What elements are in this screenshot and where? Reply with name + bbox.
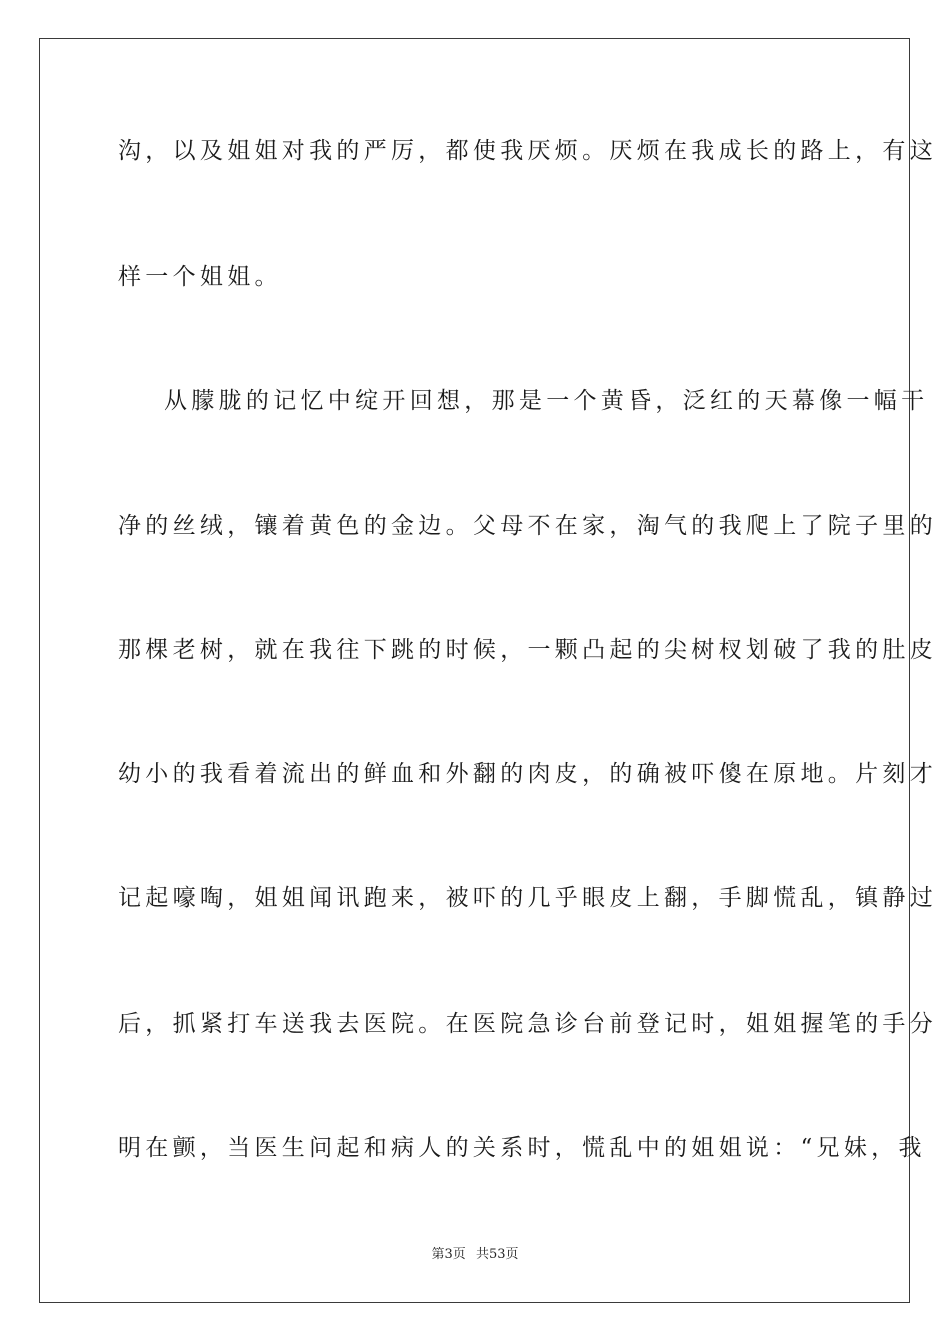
text-line: 净的丝绒，镶着黄色的金边。父母不在家，淘气的我爬上了院子里的: [118, 513, 937, 539]
text-line: 沟，以及姐姐对我的严厉，都使我厌烦。厌烦在我成长的路上，有这: [118, 138, 937, 164]
total-pages: 共53页: [475, 1247, 519, 1262]
text-line: 那棵老树，就在我往下跳的时候，一颗凸起的尖树杈划破了我的肚皮: [118, 637, 937, 663]
text-line: 记起嚎啕，姐姐闻讯跑来，被吓的几乎眼皮上翻，手脚慌乱，镇静过: [118, 885, 937, 911]
text-line: 幼小的我看着流出的鲜血和外翻的肉皮，的确被吓傻在原地。片刻才: [118, 761, 937, 787]
page-footer: [0, 1246, 950, 1264]
paragraph-first-line: 从朦胧的记忆中绽开回想，那是一个黄昏，泛红的天幕像一幅干: [164, 388, 929, 414]
text-line: 后，抓紧打车送我去医院。在医院急诊台前登记时，姐姐握笔的手分: [118, 1011, 937, 1037]
current-page-number: 第3页: [431, 1247, 466, 1262]
text-line: 样一个姐姐。: [118, 264, 282, 290]
text-line: 明在颤，当医生问起和病人的关系时，慌乱中的姐姐说：“兄妹，我: [118, 1135, 926, 1161]
page-border: [39, 38, 937, 1303]
